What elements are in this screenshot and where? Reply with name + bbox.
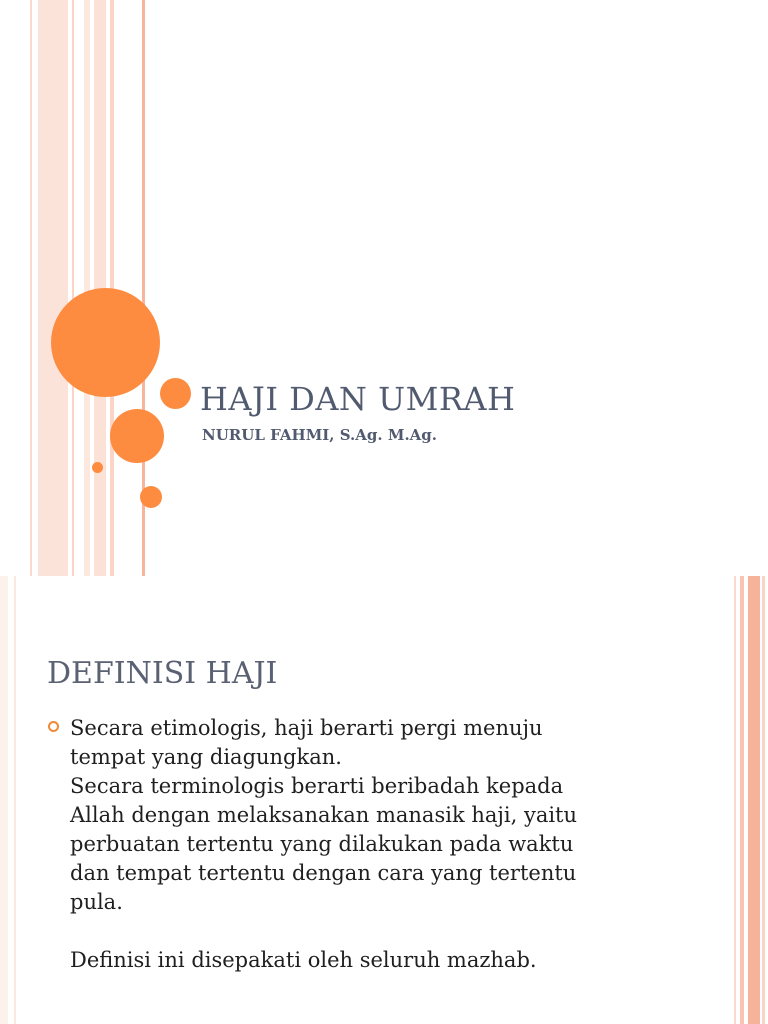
bullet-line: Definisi ini disepakati oleh seluruh mazhab.	[70, 948, 537, 972]
decorative-circle-large	[51, 288, 160, 397]
section-heading: DEFINISI HAJI	[47, 656, 278, 691]
bullet-circle-icon	[48, 721, 59, 732]
decorative-stripe	[14, 576, 16, 1024]
decorative-circle-medium	[110, 409, 164, 463]
decorative-stripe	[740, 576, 744, 1024]
decorative-circle-tiny	[92, 462, 103, 473]
bullet-line: perbuatan tertentu yang dilakukan pada waktu	[70, 832, 574, 856]
bullet-line: dan tempat tertentu dengan cara yang tertentu	[70, 861, 577, 885]
bullet-line: Allah dengan melaksanakan manasik haji, yaitu	[70, 803, 578, 827]
decorative-stripe	[748, 576, 760, 1024]
decorative-stripe	[0, 576, 8, 1024]
decorative-stripe	[734, 576, 736, 1024]
decorative-stripe	[38, 0, 68, 576]
decorative-stripe	[72, 0, 74, 576]
decorative-stripe	[30, 0, 32, 576]
decorative-circle-small	[160, 378, 191, 409]
decorative-stripe	[762, 576, 765, 1024]
slide-subtitle: NURUL FAHMI, S.Ag. M.Ag.	[202, 426, 438, 444]
bullet-line: tempat yang diagungkan.	[70, 745, 342, 769]
bullet-text	[70, 714, 577, 975]
decorative-stripe	[84, 0, 90, 576]
bullet-line	[70, 917, 577, 946]
slide-title: HAJI DAN UMRAH	[200, 380, 516, 418]
decorative-circle-small	[140, 486, 162, 508]
bullet-line: Secara terminologis berarti beribadah kepada	[70, 774, 564, 798]
content-slide	[0, 576, 768, 1024]
bullet-line: pula.	[70, 890, 123, 914]
bullet-line: Secara etimologis, haji berarti pergi menuju	[70, 716, 543, 740]
